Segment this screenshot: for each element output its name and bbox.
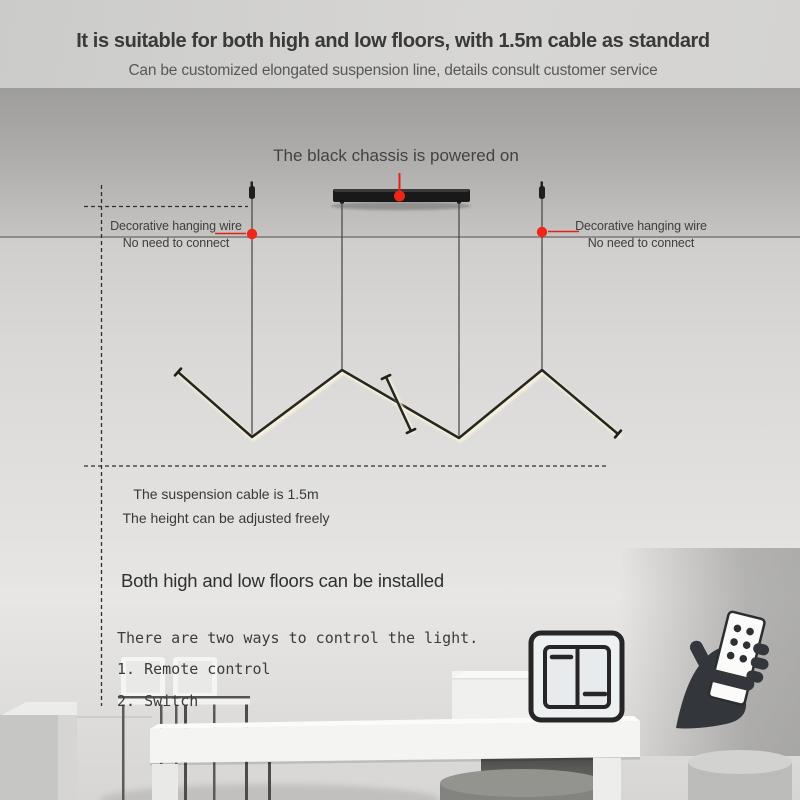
right-wire-annotation-line1: Decorative hanging wire — [575, 219, 707, 233]
left-wire-annotation-line2: No need to connect — [122, 236, 230, 250]
accent-bar-tube — [386, 377, 411, 431]
page-title: It is suitable for both high and low floors, with 1.5m cable as standard — [76, 30, 710, 52]
wall-switch-icon — [531, 633, 622, 720]
control-ways-heading: There are two ways to control the light. — [117, 629, 479, 647]
red-dot-marker — [247, 229, 257, 239]
control-option-remote: 1. Remote control — [117, 660, 271, 678]
right-wire-annotation-line2: No need to connect — [587, 236, 695, 250]
power-connector-icon — [539, 182, 545, 200]
left-pedestal-box — [0, 702, 77, 800]
left-wire-annotation-line1: Decorative hanging wire — [110, 219, 242, 233]
chassis-shadow — [331, 202, 471, 210]
control-option-switch: 2. Switch — [117, 692, 199, 710]
cable-length-note-line1: The suspension cable is 1.5m — [133, 486, 319, 502]
gray-stool — [440, 769, 604, 800]
red-dot-marker — [537, 227, 547, 237]
install-note: Both high and low floors can be installed — [121, 570, 444, 591]
round-side-table — [688, 750, 792, 800]
red-dot-marker — [394, 191, 405, 202]
pendant-lamp — [175, 369, 621, 441]
measurement-lines — [84, 185, 607, 706]
cable-length-note — [100, 482, 352, 530]
cable-length-note-line2: The height can be adjusted freely — [122, 510, 330, 526]
room-scene — [0, 657, 792, 800]
page-subtitle: Can be customized elongated suspension line, details consult customer service — [128, 62, 658, 79]
power-connector-icon — [249, 182, 255, 200]
left-wire-annotation — [106, 218, 246, 252]
chassis-annotation: The black chassis is powered on — [273, 146, 519, 165]
right-wire-annotation — [571, 218, 711, 252]
remote-control-hand-icon — [676, 610, 779, 729]
